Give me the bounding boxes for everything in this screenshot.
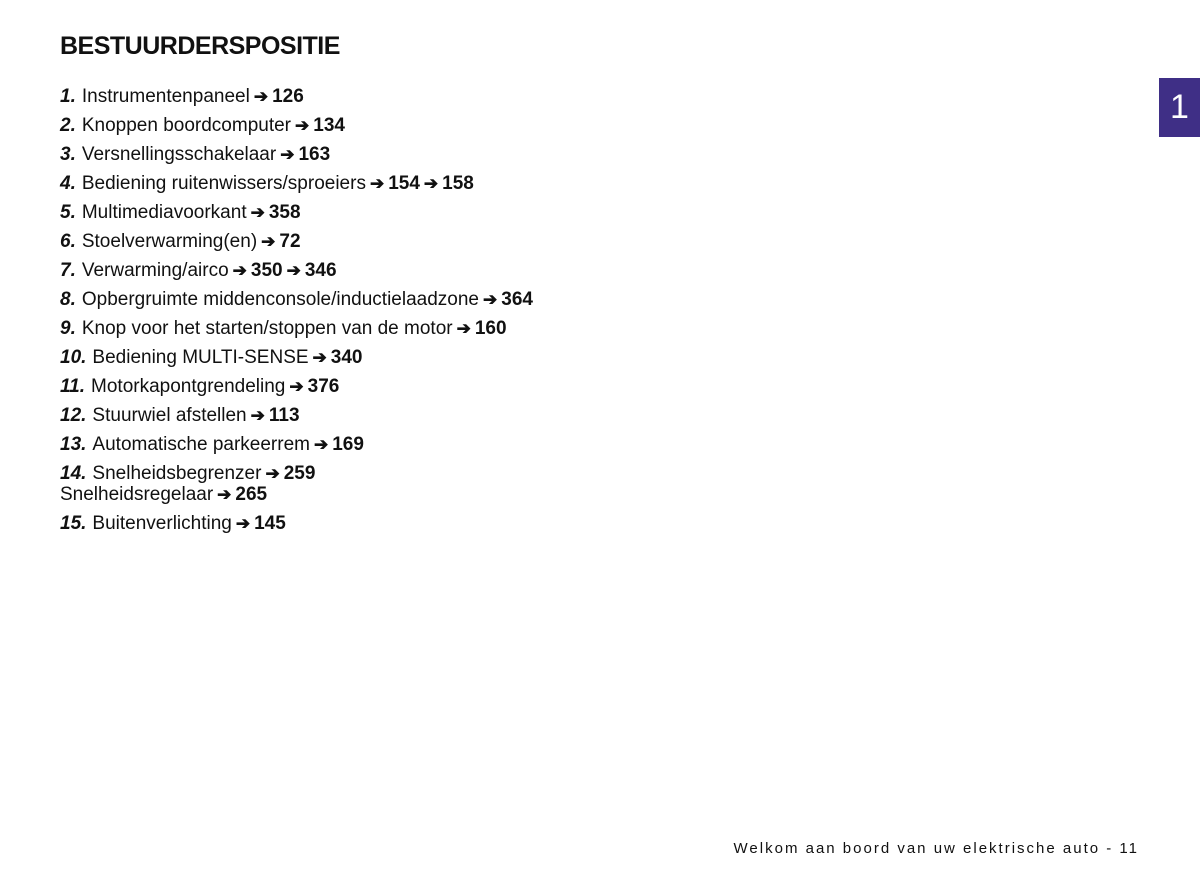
page-reference-link[interactable]: 169 bbox=[332, 434, 364, 455]
page-reference-link[interactable]: 145 bbox=[254, 513, 286, 534]
list-item bbox=[60, 401, 533, 430]
arrow-right-icon: ➔ bbox=[217, 485, 232, 504]
arrow-right-icon: ➔ bbox=[232, 261, 247, 280]
item-list bbox=[60, 82, 533, 538]
item-label: Automatische parkeerrem bbox=[92, 434, 310, 455]
item-number: 3. bbox=[60, 144, 76, 165]
item-label: Bediening ruitenwissers/sproeiers bbox=[81, 173, 366, 194]
list-item bbox=[60, 430, 533, 459]
item-label: Knop voor het starten/stoppen van de motor bbox=[81, 318, 453, 339]
item-label: Versnellingsschakelaar bbox=[81, 144, 277, 165]
page-reference-link[interactable]: 163 bbox=[298, 144, 331, 165]
page-reference-link[interactable]: 154 bbox=[388, 173, 420, 194]
list-item bbox=[60, 372, 533, 401]
item-number: 12. bbox=[60, 405, 87, 426]
item-label: Buitenverlichting bbox=[92, 513, 232, 534]
item-label: Bediening MULTI-SENSE bbox=[92, 347, 309, 368]
item-number: 14. bbox=[60, 463, 87, 484]
arrow-right-icon: ➔ bbox=[313, 435, 329, 454]
list-item bbox=[60, 463, 533, 505]
item-number: 9. bbox=[60, 318, 76, 339]
item-label: Multimediavoorkant bbox=[81, 202, 247, 223]
arrow-right-icon: ➔ bbox=[280, 145, 295, 164]
arrow-right-icon: ➔ bbox=[265, 464, 280, 483]
arrow-right-icon: ➔ bbox=[289, 377, 304, 396]
item-label: Stuurwiel afstellen bbox=[92, 405, 247, 426]
item-number: 13. bbox=[60, 434, 87, 455]
page-reference-link[interactable]: 113 bbox=[268, 405, 300, 426]
page-reference-link[interactable]: 346 bbox=[304, 260, 337, 281]
arrow-right-icon: ➔ bbox=[253, 87, 269, 106]
list-item bbox=[60, 343, 533, 372]
page-title: BESTUURDERSPOSITIE bbox=[60, 32, 340, 60]
item-number: 15. bbox=[60, 513, 87, 534]
list-item bbox=[60, 227, 533, 256]
item-label: Knoppen boordcomputer bbox=[81, 115, 292, 136]
page-reference-link[interactable]: 376 bbox=[307, 376, 340, 397]
item-label: Opbergruimte middenconsole/inductielaadzone bbox=[81, 289, 479, 310]
list-item bbox=[60, 256, 533, 285]
arrow-right-icon: ➔ bbox=[261, 232, 276, 251]
page-reference-link[interactable]: 134 bbox=[313, 115, 345, 136]
item-number: 7. bbox=[60, 260, 76, 281]
list-item bbox=[60, 509, 533, 538]
item-number: 4. bbox=[60, 173, 76, 194]
page-reference-link[interactable]: 259 bbox=[283, 463, 316, 484]
page-reference-link[interactable]: 358 bbox=[268, 202, 301, 223]
page-reference-link[interactable]: 265 bbox=[235, 484, 268, 505]
list-item bbox=[60, 314, 533, 343]
item-number: 5. bbox=[60, 202, 76, 223]
list-item bbox=[60, 82, 533, 111]
page-reference-link[interactable]: 364 bbox=[501, 289, 533, 310]
item-label: Instrumentenpaneel bbox=[81, 86, 250, 107]
arrow-right-icon: ➔ bbox=[235, 514, 251, 533]
arrow-right-icon: ➔ bbox=[369, 174, 385, 193]
list-item bbox=[60, 198, 533, 227]
item-number: 10. bbox=[60, 347, 87, 368]
item-label: Snelheidsbegrenzer bbox=[92, 463, 262, 484]
arrow-right-icon: ➔ bbox=[250, 203, 265, 222]
arrow-right-icon: ➔ bbox=[295, 116, 310, 135]
arrow-right-icon: ➔ bbox=[312, 348, 327, 367]
page-reference-link[interactable]: 126 bbox=[272, 86, 304, 107]
arrow-right-icon: ➔ bbox=[423, 174, 439, 193]
item-label: Motorkapontgrendeling bbox=[91, 376, 286, 397]
arrow-right-icon: ➔ bbox=[286, 261, 301, 280]
item-number: 2. bbox=[60, 115, 76, 136]
arrow-right-icon: ➔ bbox=[456, 319, 471, 338]
item-label: Verwarming/airco bbox=[81, 260, 229, 281]
arrow-right-icon: ➔ bbox=[250, 406, 265, 425]
item-sub-label: Snelheidsregelaar bbox=[60, 484, 214, 505]
item-number: 6. bbox=[60, 231, 76, 252]
page-reference-link[interactable]: 350 bbox=[250, 260, 283, 281]
list-item bbox=[60, 169, 533, 198]
item-label: Stoelverwarming(en) bbox=[81, 231, 258, 252]
page-footer: Welkom aan boord van uw elektrische auto - 11 bbox=[733, 840, 1139, 857]
list-item bbox=[60, 111, 533, 140]
page-reference-link[interactable]: 160 bbox=[474, 318, 507, 339]
item-number: 1. bbox=[60, 86, 76, 107]
list-item bbox=[60, 285, 533, 314]
item-number: 11. bbox=[60, 376, 86, 397]
item-number: 8. bbox=[60, 289, 76, 310]
chapter-tab[interactable]: 1 bbox=[1159, 78, 1200, 137]
item-sub-line bbox=[60, 484, 533, 505]
page-reference-link[interactable]: 158 bbox=[442, 173, 474, 194]
page-reference-link[interactable]: 340 bbox=[330, 347, 363, 368]
list-item bbox=[60, 140, 533, 169]
arrow-right-icon: ➔ bbox=[483, 290, 498, 309]
page-reference-link[interactable]: 72 bbox=[279, 231, 301, 252]
